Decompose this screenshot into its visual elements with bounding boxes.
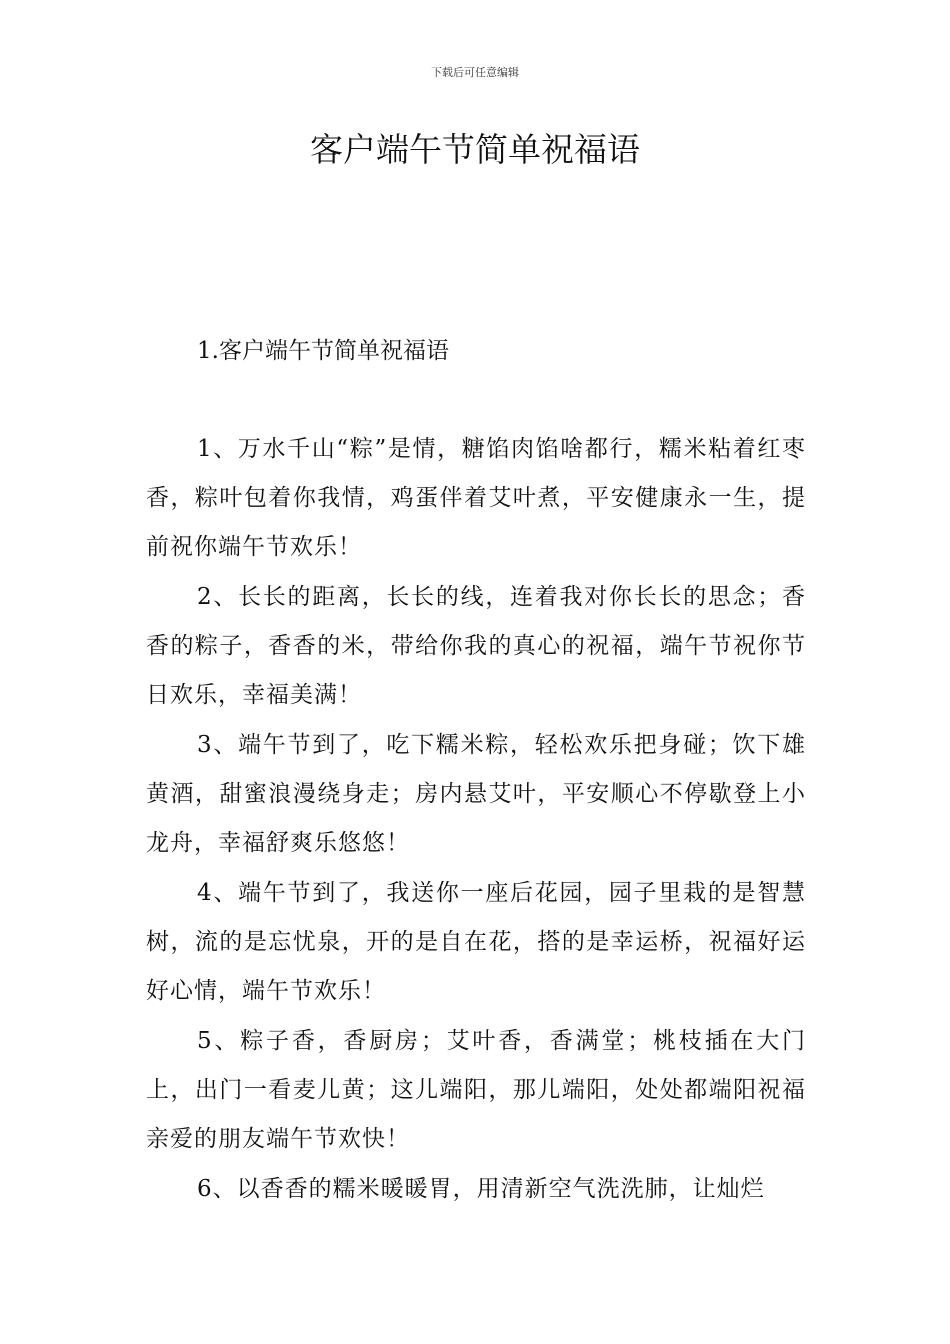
paragraph-1: 1、万水千山“粽”是情，糖馅肉馅啥都行，糯米粘着红枣香，粽叶包着你我情，鸡蛋伴着艾叶煮，平安健康永一生，提前祝你端午节欢乐！ bbox=[146, 436, 806, 560]
paragraph-3: 3、端午节到了，吃下糯米粽，轻松欢乐把身碰；饮下雄黄酒，甜蜜浪漫绕身走；房内悬艾叶，平安顺心不停歇登上小龙舟，幸福舒爽乐悠悠！ bbox=[146, 732, 806, 856]
paragraph-2: 2、长长的距离，长长的线，连着我对你长长的思念；香香的粽子，香香的米，带给你我的真心的祝福，端午节祝你节日欢乐，幸福美满！ bbox=[146, 584, 806, 708]
document-title: 客户端午节简单祝福语 bbox=[310, 130, 640, 169]
section-heading: 1.客户端午节简单祝福语 bbox=[197, 338, 449, 364]
document-body bbox=[146, 425, 806, 1215]
paragraph-6: 6、以香香的糯米暖暖胃，用清新空气洗洗肺，让灿烂 bbox=[197, 1176, 765, 1202]
paragraph-5: 5、粽子香，香厨房；艾叶香，香满堂；桃枝插在大门上，出门一看麦儿黄；这儿端阳，那儿端阳，处处都端阳祝福亲爱的朋友端午节欢快！ bbox=[146, 1028, 806, 1152]
paragraph-4: 4、端午节到了，我送你一座后花园，园子里栽的是智慧树，流的是忘忧泉，开的是自在花，搭的是幸运桥，祝福好运好心情，端午节欢乐！ bbox=[146, 880, 806, 1004]
page-header-note: 下载后可任意编辑 bbox=[431, 66, 519, 79]
